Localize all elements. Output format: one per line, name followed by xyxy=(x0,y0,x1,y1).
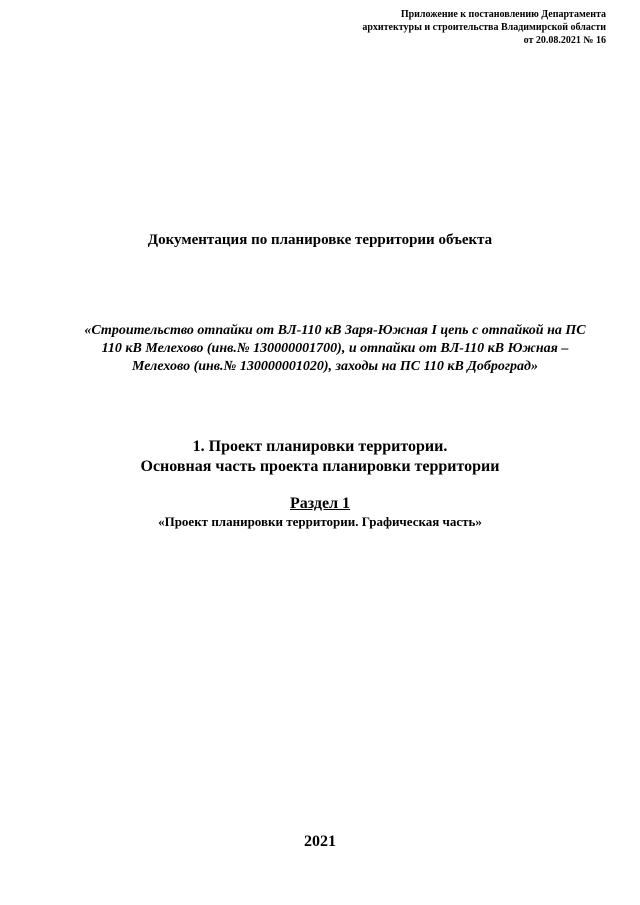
object-name-line-2: 110 кВ Мелехово (инв.№ 130000001700), и отпайки от ВЛ-110 кВ Южная – xyxy=(101,341,569,356)
section-subtitle: «Проект планировки территории. Графическая часть» xyxy=(158,514,482,529)
project-title xyxy=(0,437,640,477)
approval-header-line-1: Приложение к постановлению Департамента xyxy=(400,9,606,20)
project-title-line-2: Основная часть проекта планировки территории xyxy=(140,458,500,475)
object-name-line-1: «Строительство отпайки от ВЛ-110 кВ Заря-Южная I цепь с отпайкой на ПС xyxy=(84,323,586,338)
approval-header-line-2: архитектуры и строительства Владимирской области xyxy=(362,22,606,33)
approval-header xyxy=(362,8,606,47)
document-title: Документация по планировке территории объекта xyxy=(147,232,493,248)
object-name-line-3: Мелехово (инв.№ 130000001020), заходы на ПС 110 кВ Доброград» xyxy=(132,359,538,374)
document-year: 2021 xyxy=(304,833,336,850)
section-heading-text: Раздел 1 xyxy=(289,495,351,512)
object-name xyxy=(60,322,610,376)
section-heading xyxy=(0,494,640,513)
project-title-line-1: 1. Проект планировки территории. xyxy=(192,438,448,455)
approval-header-line-3: от 20.08.2021 № 16 xyxy=(523,35,606,46)
